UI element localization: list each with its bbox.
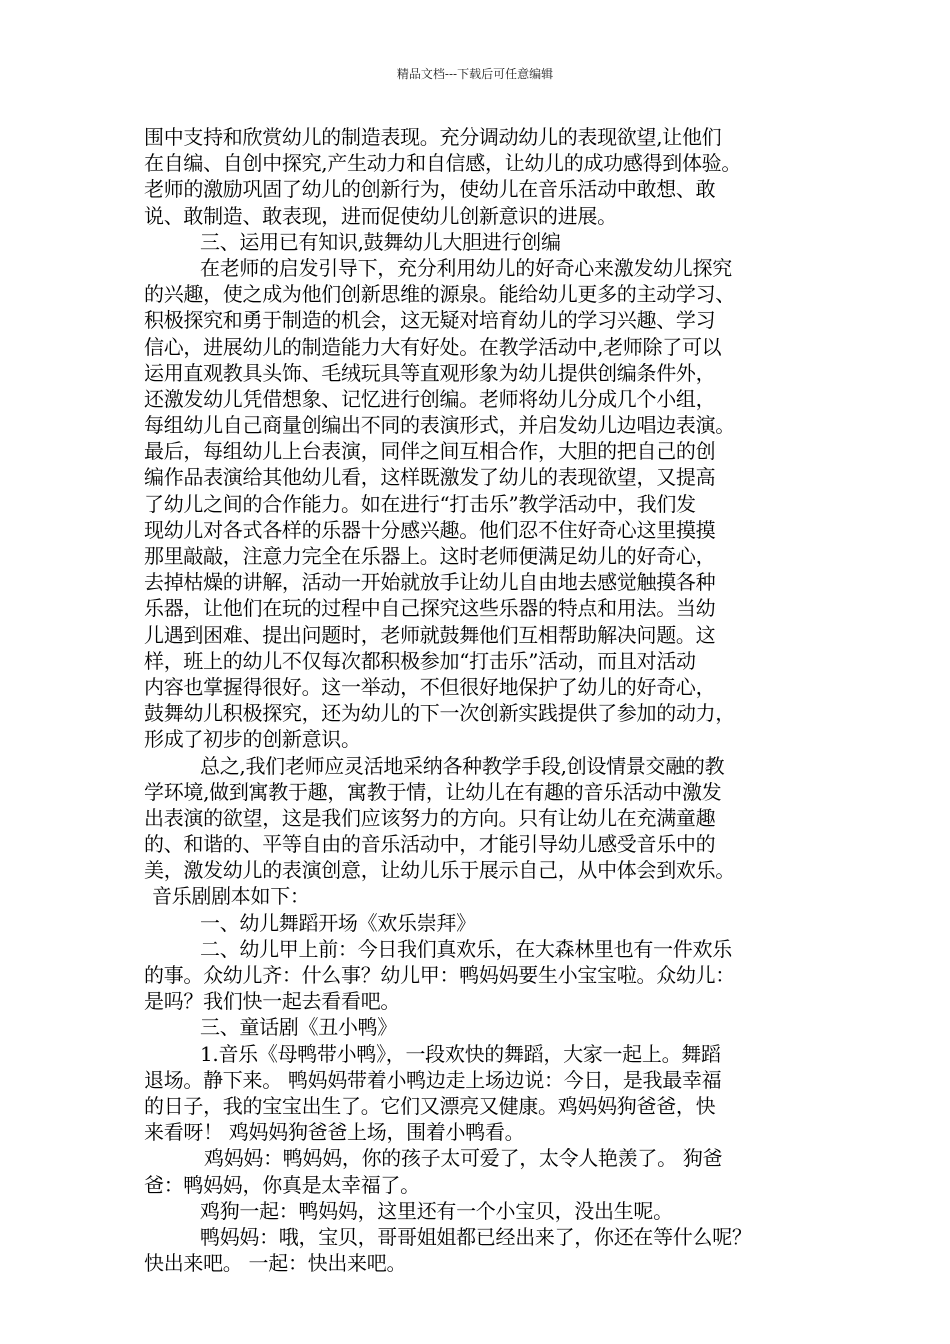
script-item: 一、幼儿舞蹈开场《欢乐崇拜》 xyxy=(200,910,476,935)
text-line: 在自编、自创中探究,产生动力和自信感，让幼儿的成功感得到体验。 xyxy=(144,151,742,176)
script-item: 二、幼儿甲上前：今日我们真欢乐，在大森林里也有一件欢乐 xyxy=(200,936,732,961)
text-line: 了幼儿之间的合作能力。如在进行“打击乐”教学活动中，我们发 xyxy=(144,491,696,516)
text-line: 的事。众幼儿齐：什么事？幼儿甲：鸭妈妈要生小宝宝啦。众幼儿： xyxy=(144,963,735,987)
body-text xyxy=(144,124,824,1276)
text-line: 出表演的欲望，这是我们应该努力的方向。只有让幼儿在充满童趣 xyxy=(144,805,716,830)
text-line: 每组幼儿自己商量创编出不同的表演形式，并启发幼儿边唱边表演。 xyxy=(144,413,735,438)
text-line: 是吗？我们快一起去看看吧。 xyxy=(144,989,401,1014)
text-line: 老师的激励巩固了幼儿的创新行为，使幼儿在音乐活动中敢想、敢 xyxy=(144,177,716,202)
text-line: 总之,我们老师应灵活地采纳各种教学手段,创设情景交融的教 xyxy=(200,753,725,778)
text-line: 来看呀！ 鸡妈妈狗爸爸上场，围着小鸭看。 xyxy=(144,1120,525,1145)
text-line: 积极探究和勇于制造的机会，这无疑对培育幼儿的学习兴趣、学习 xyxy=(144,308,716,333)
text-line: 围中支持和欣赏幼儿的制造表现。充分调动幼儿的表现欲望,让他们 xyxy=(144,125,722,149)
text-line: 在老师的启发引导下，充分利用幼儿的好奇心来激发幼儿探究 xyxy=(200,255,732,280)
text-line: 的、和谐的、平等自由的音乐活动中，才能引导幼儿感受音乐中的 xyxy=(144,832,716,857)
dialogue-line: 鸡妈妈：鸭妈妈，你的孩子太可爱了，太令人艳羡了。 狗爸 xyxy=(204,1146,723,1171)
text-line: 退场。静下来。 鸭妈妈带着小鸭边走上场边说：今日，是我最幸福 xyxy=(144,1067,722,1092)
text-line: 内容也掌握得很好。这一举动，不但很好地保护了幼儿的好奇心， xyxy=(144,674,716,699)
text-line: 最后，每组幼儿上台表演，同伴之间互相合作，大胆的把自己的创 xyxy=(144,439,716,464)
text-line: 去掉枯燥的讲解，活动一开始就放手让幼儿自由地去感觉触摸各种 xyxy=(144,570,716,595)
text-line: 的日子，我的宝宝出生了。它们又漂亮又健康。鸡妈妈狗爸爸，快 xyxy=(144,1093,716,1118)
text-line: 爸：鸭妈妈，你真是太幸福了。 xyxy=(144,1172,420,1197)
text-line: 快出来吧。 一起：快出来吧。 xyxy=(144,1251,407,1276)
page-header: 精品文档---下载后可任意编辑 xyxy=(396,67,554,81)
text-line: 儿遇到困难、提出问题时，老师就鼓舞他们互相帮助解决问题。这 xyxy=(144,622,716,647)
text-line: 乐器，让他们在玩的过程中自己探究这些乐器的特点和用法。当幼 xyxy=(144,596,716,621)
text-line: 形成了初步的创新意识。 xyxy=(144,727,361,752)
script-item: 1.音乐《母鸭带小鸭》，一段欢快的舞蹈，大家一起上。舞蹈 xyxy=(200,1041,721,1066)
text-line: 美，激发幼儿的表演创意，让幼儿乐于展示自己，从中体会到欢乐。 xyxy=(144,858,735,883)
text-line: 现幼儿对各式各样的乐器十分感兴趣。他们忍不住好奇心这里摸摸 xyxy=(144,517,716,542)
text-line: 鼓舞幼儿积极探究，还为幼儿的下一次创新实践提供了参加的动力， xyxy=(144,701,735,726)
dialogue-line: 鸭妈妈：哦，宝贝，哥哥姐姐都已经出来了，你还在等什么呢？ xyxy=(200,1224,752,1249)
text-line: 样，班上的幼儿不仅每次都积极参加“打击乐”活动，而且对活动 xyxy=(144,648,696,673)
text-line: 那里敲敲，注意力完全在乐器上。这时老师便满足幼儿的好奇心， xyxy=(144,544,716,568)
section-heading: 三、运用已有知识,鼓舞幼儿大胆进行创编 xyxy=(200,229,561,254)
script-item: 三、童话剧《丑小鸭》 xyxy=(200,1015,397,1040)
text-line: 信心，进展幼儿的制造能力大有好处。在教学活动中,老师除了可以 xyxy=(144,334,722,359)
text-line: 编作品表演给其他幼儿看，这样既激发了幼儿的表现欲望，又提高 xyxy=(144,465,716,490)
text-line: 的兴趣，使之成为他们创新思维的源泉。能给幼儿更多的主动学习、 xyxy=(144,282,735,307)
text-line: 运用直观教具头饰、毛绒玩具等直观形象为幼儿提供创编条件外， xyxy=(144,360,716,385)
dialogue-line: 鸡狗一起：鸭妈妈，这里还有一个小宝贝，没出生呢。 xyxy=(200,1198,673,1223)
text-line: 说、敢制造、敢表现，进而促使幼儿创新意识的进展。 xyxy=(144,203,617,228)
script-intro: 音乐剧剧本如下： xyxy=(152,884,310,909)
text-line: 还激发幼儿凭借想象、记忆进行创编。老师将幼儿分成几个小组， xyxy=(144,386,716,411)
text-line: 学环境,做到寓教于趣，寓教于情，让幼儿在有趣的音乐活动中激发 xyxy=(144,779,722,804)
